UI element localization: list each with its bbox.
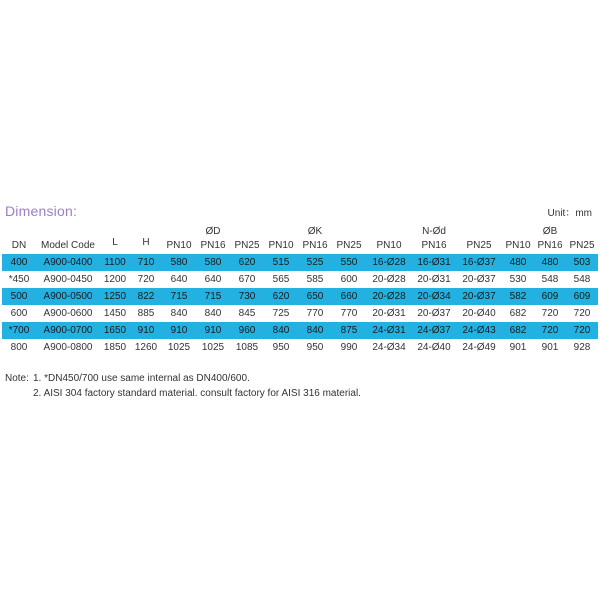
table-cell: 770: [306, 308, 324, 319]
table-cell: 20-Ø37: [456, 288, 502, 305]
note-item: 2. AISI 304 factory standard material. consult factory for AISI 316 material.: [33, 388, 361, 399]
table-cell: 715: [162, 288, 196, 305]
group-header-row: [2, 223, 598, 237]
note-item: 1. *DN450/700 use same internal as DN400/600.: [33, 373, 250, 384]
table-cell: 901: [509, 342, 527, 353]
table-cell: 585: [306, 274, 324, 285]
column-header: PN16: [302, 240, 328, 251]
table-cell: 548: [573, 274, 591, 285]
table-cell: 1260: [134, 342, 158, 353]
table-cell: 515: [264, 254, 298, 271]
table-cell: 840: [204, 308, 222, 319]
table-cell: 800: [10, 342, 28, 353]
unit-label: Unit：mm: [547, 208, 592, 219]
column-header: Model Code: [41, 240, 95, 251]
table-cell: 960: [230, 322, 264, 339]
table-cell: *450: [8, 274, 30, 285]
table-row: [2, 271, 598, 288]
table-cell: 480: [534, 254, 566, 271]
column-header: PN10: [376, 240, 402, 251]
table-cell: 720: [573, 308, 591, 319]
table-cell: 885: [137, 308, 155, 319]
table-cell: 24-Ø43: [456, 322, 502, 339]
column-header: PN25: [336, 240, 362, 251]
table-cell: 901: [541, 342, 559, 353]
table-cell: 845: [238, 308, 256, 319]
table-cell: 910: [162, 322, 196, 339]
notes: [5, 371, 361, 401]
column-header: H: [142, 237, 150, 248]
table-cell: 1250: [100, 288, 130, 305]
table-cell: 1650: [100, 322, 130, 339]
table-cell: 720: [534, 322, 566, 339]
table-cell: 548: [541, 274, 559, 285]
table-cell: 720: [566, 322, 598, 339]
table-cell: 20-Ø37: [462, 274, 496, 285]
table-cell: 503: [566, 254, 598, 271]
table-cell: 910: [130, 322, 162, 339]
table-cell: 682: [502, 322, 534, 339]
table-cell: A900-0400: [36, 254, 100, 271]
table-cell: 525: [298, 254, 332, 271]
table-cell: 1200: [103, 274, 127, 285]
table-cell: 640: [170, 274, 188, 285]
table-row: [2, 339, 598, 356]
table-cell: 840: [170, 308, 188, 319]
table-cell: 1850: [103, 342, 127, 353]
table-row: [2, 322, 598, 339]
column-header-row: [2, 237, 598, 254]
table-cell: 1085: [235, 342, 259, 353]
table-cell: 1100: [100, 254, 130, 271]
table-cell: 20-Ø28: [366, 288, 412, 305]
table-cell: 620: [264, 288, 298, 305]
table-cell: 20-Ø34: [412, 288, 456, 305]
section-title: Dimension:: [5, 203, 78, 219]
table-cell: 1450: [103, 308, 127, 319]
notes-label: Note:: [5, 373, 29, 384]
table-cell: A900-0450: [43, 274, 93, 285]
table-cell: 650: [298, 288, 332, 305]
column-header: PN10: [505, 240, 531, 251]
table-cell: 582: [502, 288, 534, 305]
column-header: PN16: [537, 240, 563, 251]
table-row: [2, 254, 598, 271]
table-cell: 640: [204, 274, 222, 285]
table-cell: 24-Ø49: [462, 342, 496, 353]
table-cell: 565: [272, 274, 290, 285]
table-cell: 840: [298, 322, 332, 339]
table-cell: 20-Ø37: [417, 308, 451, 319]
table-cell: 500: [2, 288, 36, 305]
table-cell: A900-0800: [43, 342, 93, 353]
column-header: PN25: [234, 240, 260, 251]
table-cell: 16-Ø37: [456, 254, 502, 271]
table-cell: 20-Ø40: [462, 308, 496, 319]
table-cell: 910: [196, 322, 230, 339]
column-header: PN16: [421, 240, 447, 251]
table-cell: 24-Ø40: [417, 342, 451, 353]
table-cell: 24-Ø31: [366, 322, 412, 339]
table-row: [2, 288, 598, 305]
column-header: PN10: [268, 240, 294, 251]
table-cell: 730: [230, 288, 264, 305]
table-cell: 16-Ø31: [412, 254, 456, 271]
table-cell: 580: [162, 254, 196, 271]
table-cell: 20-Ø31: [372, 308, 406, 319]
table-cell: 400: [2, 254, 36, 271]
table-cell: 660: [332, 288, 366, 305]
table-cell: 20-Ø28: [372, 274, 406, 285]
table-body: [2, 254, 598, 356]
table-cell: 620: [230, 254, 264, 271]
table-cell: 16-Ø28: [366, 254, 412, 271]
table-cell: *700: [2, 322, 36, 339]
table-cell: 530: [509, 274, 527, 285]
column-header: DN: [11, 240, 27, 251]
table-cell: 950: [272, 342, 290, 353]
table-cell: 725: [272, 308, 290, 319]
table-cell: 990: [340, 342, 358, 353]
table-cell: 840: [264, 322, 298, 339]
od-group-header: ØD: [205, 226, 221, 237]
column-header: PN16: [200, 240, 226, 251]
table-cell: 550: [332, 254, 366, 271]
table-cell: 770: [340, 308, 358, 319]
table-cell: A900-0500: [36, 288, 100, 305]
table-cell: 720: [541, 308, 559, 319]
table-cell: 1025: [201, 342, 225, 353]
column-header: L: [112, 237, 118, 248]
ok-group-header: ØK: [307, 226, 323, 237]
table-cell: 682: [509, 308, 527, 319]
table-cell: 822: [130, 288, 162, 305]
column-header: PN25: [569, 240, 595, 251]
table-cell: 480: [502, 254, 534, 271]
ob-group-header: ØB: [542, 226, 558, 237]
table-cell: 670: [238, 274, 256, 285]
table-cell: 580: [196, 254, 230, 271]
table-cell: 600: [340, 274, 358, 285]
table-cell: 609: [566, 288, 598, 305]
nod-group-header: N-Ød: [422, 226, 446, 237]
table-cell: 1025: [167, 342, 191, 353]
table-cell: A900-0700: [36, 322, 100, 339]
table-cell: 720: [137, 274, 155, 285]
table-cell: A900-0600: [43, 308, 93, 319]
table-cell: 950: [306, 342, 324, 353]
table-cell: 609: [534, 288, 566, 305]
column-header: PN25: [466, 240, 492, 251]
table-cell: 875: [332, 322, 366, 339]
table-cell: 24-Ø34: [372, 342, 406, 353]
table-row: [2, 305, 598, 322]
table-cell: 715: [196, 288, 230, 305]
table-cell: 710: [130, 254, 162, 271]
table-cell: 928: [573, 342, 591, 353]
table-cell: 600: [10, 308, 28, 319]
dimension-table: [2, 223, 598, 356]
column-header: PN10: [166, 240, 192, 251]
table-cell: 20-Ø31: [417, 274, 451, 285]
table-cell: 24-Ø37: [412, 322, 456, 339]
